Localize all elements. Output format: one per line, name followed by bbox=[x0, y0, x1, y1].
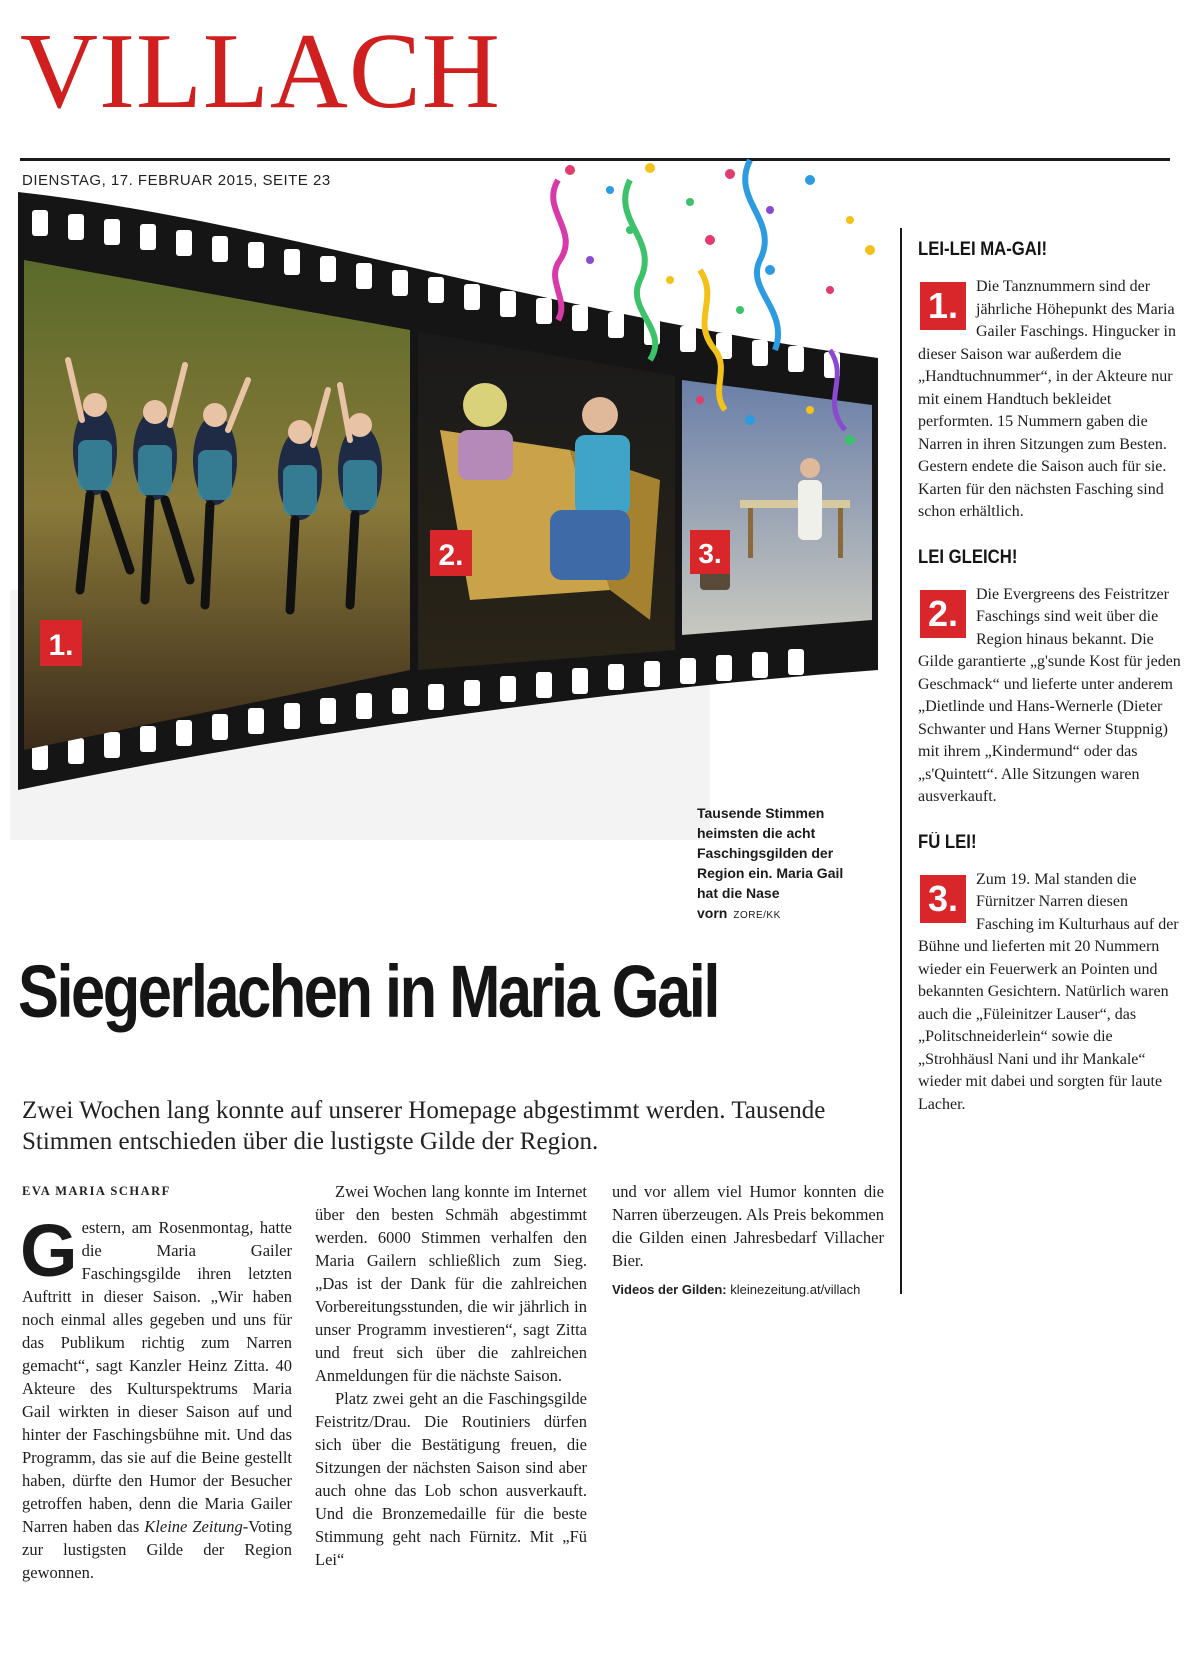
article-column-3 bbox=[612, 1180, 884, 1301]
sidebar-title-3: FÜ LEI! bbox=[918, 831, 977, 853]
sidebar-rule bbox=[900, 228, 902, 1294]
article-paragraph-3: Platz zwei geht an die Faschingsgilde Feistritz/Drau. Die Routiniers dürfen sich über die Bestätigung freuen, die Sitzungen der nächsten Saison sind aber auch ohne das Lob schon ausverkauft. Und die Bronzemedaille für die beste Stimmung geht nach Fürnitz. Mit „Fü Lei“ bbox=[315, 1389, 587, 1569]
videos-label: Videos der Gilden: bbox=[612, 1282, 727, 1297]
sidebar-title-2: LEI GLEICH! bbox=[918, 546, 1018, 568]
dateline: DIENSTAG, 17. FEBRUAR 2015, SEITE 23 bbox=[22, 172, 331, 189]
paragraph-1-end: -Voting zur lustigsten Gilde der Region gewonnen. bbox=[22, 1517, 292, 1582]
article-paragraph-2: Zwei Wochen lang konnte im Internet über den besten Schmäh abgestimmt werden. 6000 Stimmen verhalfen den Maria Gailern schließlich zum Sieg. „Das ist der Dank für die zahlreichen Vorbereitungsstunden, die wir jährlich in unser Programm investieren“, sagt Zitta und freut sich über die zahlreichen Anmeldungen für die nächste Saison. bbox=[315, 1182, 587, 1385]
videos-link-line bbox=[612, 1278, 884, 1301]
film-strip-photo bbox=[10, 150, 910, 840]
sidebar-item-2 bbox=[918, 546, 1186, 809]
masthead: VILLACH bbox=[20, 12, 501, 131]
article-paragraph-1 bbox=[20, 1209, 292, 1584]
sidebar bbox=[918, 238, 1186, 1138]
videos-link[interactable]: kleinezeitung.at/villach bbox=[730, 1282, 861, 1297]
rank-badge-3: 3. bbox=[920, 875, 966, 923]
drop-cap: G bbox=[20, 1209, 78, 1292]
paragraph-1-start: estern, am Rosenmontag, hatte die Maria Gailer Faschingsgilde ihren letzten Auftritt in dieser Saison. „Wir haben noch einmal alles gegeben und uns für das Publikum richtig zum Narren gemacht“, sagt Kanzler Heinz Zitta. 40 Akteure des Kulturspektrums Maria Gail wirkten in dieser Saison auf und hinter der Faschingsbühne mit. Und das Programm, das sie auf die Beine gestellt haben, dürfte den Humor der Besucher getroffen haben, denn die Maria Gailer Narren haben das bbox=[22, 1218, 292, 1536]
sidebar-item-3 bbox=[918, 831, 1186, 1117]
sidebar-item-1 bbox=[918, 238, 1186, 524]
article-column-1 bbox=[22, 1180, 292, 1584]
scene-2-badge-label: 2. bbox=[438, 539, 464, 572]
rank-badge-2: 2. bbox=[920, 590, 966, 638]
headline: Siegerlachen in Maria Gail bbox=[18, 950, 718, 1033]
sidebar-title-1: LEI-LEI MA-GAI! bbox=[918, 239, 1048, 260]
photo-caption-text: Tausende Stimmen heimsten die acht Faschingsgilden der Region ein. Maria Gail hat die Nase vorn bbox=[697, 805, 844, 921]
sidebar-body-3: Zum 19. Mal standen die Fürnitzer Narren diesen Fasching im Kulturhaus auf der Bühne und lieferten mit 20 Nummern wieder ein Feuerwerk an Pointen und bekannten Gesichtern. Natürlich waren auch die „Füleinitzer Lauser“, das „Politschneiderlein“ sowie die „Strohhäusl Nani und ihr Mankale“ wieder mit dabei und sorgten für laute Lacher. bbox=[918, 870, 1179, 1113]
article-paragraph-4: und vor allem viel Humor konnten die Narren überzeugen. Als Preis bekommen die Gilden einen Jahresbedarf Villacher Bier. bbox=[612, 1182, 884, 1270]
photo-credit: ZORE/KK bbox=[733, 910, 781, 921]
photo-caption bbox=[697, 803, 867, 926]
sidebar-text-2 bbox=[918, 584, 1186, 809]
scene-3-badge-label: 3. bbox=[698, 538, 722, 569]
scene-1-badge-label: 1. bbox=[48, 629, 74, 662]
sidebar-body-2: Die Evergreens des Feistritzer Faschings sind weit über die Region hinaus bekannt. Die Gilde garantierte „g'sunde Kost für jeden Geschmack“ und lieferte unter anderem „Dietlinde und Hans-Wernerle (Dieter Schwanter und Hans Werner Stuppnig) mit ihrem „Kindermund“ oder das „s'Quintett“. Alle Sitzungen waren ausverkauft. bbox=[918, 585, 1181, 805]
paragraph-1-italic: Kleine Zeitung bbox=[144, 1517, 243, 1536]
sidebar-body-1: Die Tanznummern sind der jährliche Höhepunkt des Maria Gailer Faschings. Hingucker in dieser Saison war außerdem die „Handtuchnummer“, in der Akteure nur mit einem Handtuch bekleidet performten. 15 Nummern gaben die Narren in ihren Sitzungen zum Besten. Gestern endete die Saison auch für sie. Karten für den nächsten Fasching sind schon erhältlich. bbox=[918, 278, 1176, 520]
sidebar-text-1 bbox=[918, 276, 1186, 524]
author-byline: EVA MARIA SCHARF bbox=[22, 1184, 171, 1198]
subheadline: Zwei Wochen lang konnte auf unserer Homepage abgestimmt werden. Tausende Stimmen entschieden über die lustigste Gilde der Region. bbox=[22, 1097, 826, 1155]
article-column-2 bbox=[315, 1180, 587, 1571]
rank-badge-1: 1. bbox=[920, 282, 966, 330]
sidebar-text-3 bbox=[918, 869, 1186, 1117]
